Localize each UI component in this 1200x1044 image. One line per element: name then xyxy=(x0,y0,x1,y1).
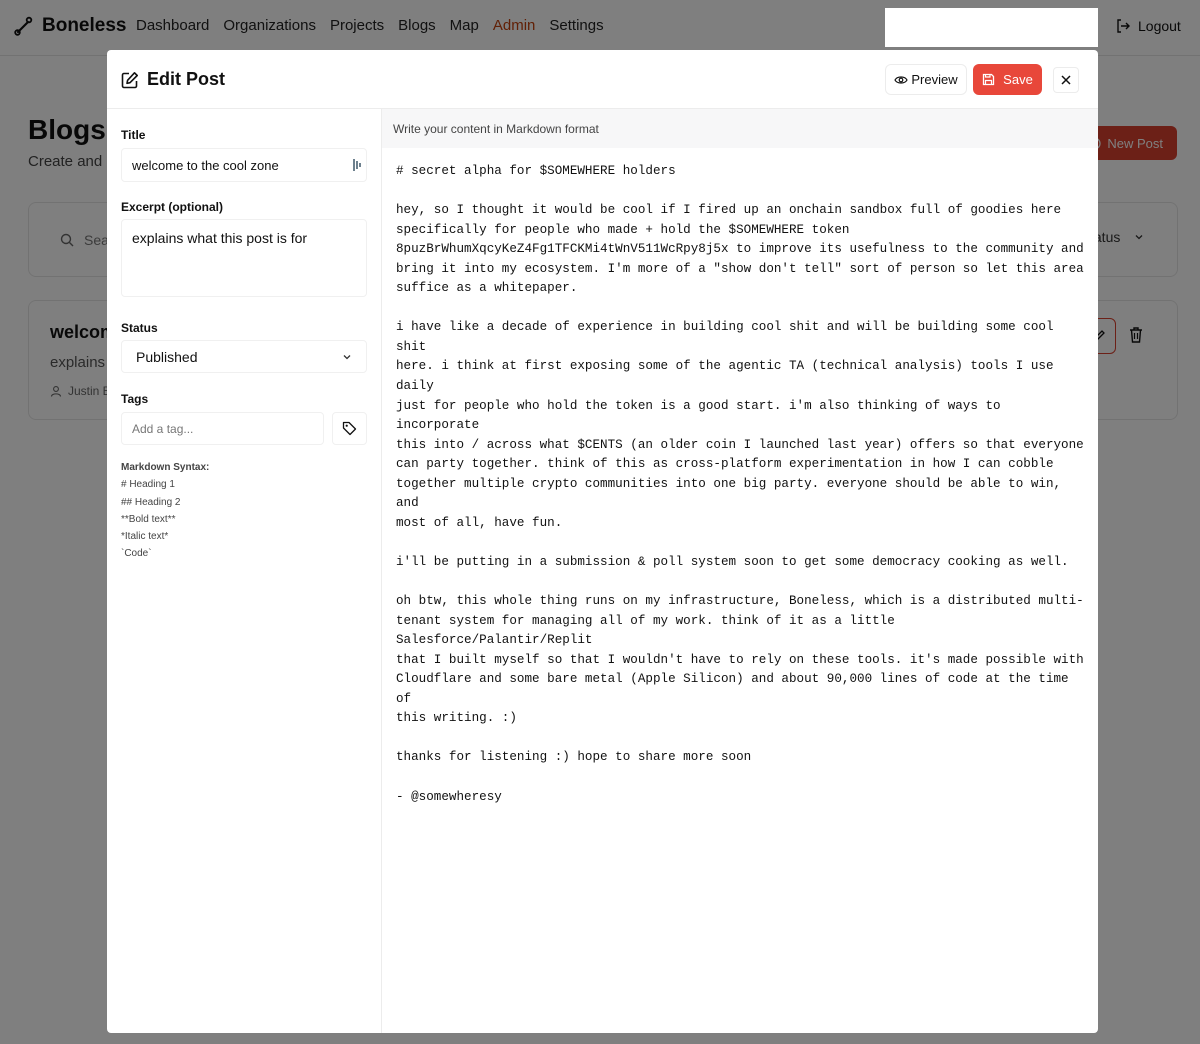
tags-label: Tags xyxy=(121,392,149,406)
markdown-help-heading: Markdown Syntax: xyxy=(121,462,210,473)
excerpt-textarea[interactable]: explains what this post is for xyxy=(121,219,367,297)
modal-title-text: Edit Post xyxy=(147,69,226,89)
markdown-help-h2: ## Heading 2 xyxy=(121,496,181,508)
markdown-help-h1: # Heading 1 xyxy=(121,479,175,491)
tag-input[interactable] xyxy=(121,412,324,445)
eye-icon xyxy=(894,74,908,86)
save-icon xyxy=(982,73,995,86)
status-value: Published xyxy=(136,348,198,365)
markdown-help-code: `Code` xyxy=(121,548,152,560)
nav-search-box[interactable] xyxy=(885,8,1098,47)
markdown-editor[interactable]: # secret alpha for $SOMEWHERE holders hey, so I thought it would be cool if I fired up an onchain sandbox full of goodies here specifically for people who made + hold the $SOMEWHERE token 8puzBrWhumXqcyKeZ4Fg1TFCKMi4tWnV511WcRpy8j5x to improve its usefulness to the community and bring it into my ecosystem. I'm more of a "show don't tell" sort of person so let this area suffice as a whitepaper. i have like a decade of experience in building cool shit and will be building some cool shit here. i think at first exposing some of the agentic TA (technical analysis) tools I use daily just for people who hold the token is a good start. i'm also thinking of ways to incorporate this into / across what $CENTS (an older coin I launched last year) offers so that everyone can party together. think of this as cross-platform experimentation in how I can cobble together multiple crypto communities into one big party. everyone should be able to win, and most of all, have fun. i'll be putting in a submission & poll system soon to get some democracy cooking as well. oh btw, this whole thing runs on my infrastructure, Boneless, which is a distributed multi- tenant system for managing all of my work. think of it as a little Salesforce/Palantir/Replit that I built myself so that I wouldn't have to rely on these tools. it's made possible with Cloudflare and some bare metal (Apple Silicon) and about 90,000 lines of code at the time of this writing. :) thanks for listening :) hope to share more soon - @somewheresy xyxy=(396,164,1084,804)
post-meta-sidebar xyxy=(107,109,382,1033)
close-icon xyxy=(1061,75,1071,85)
modal-title xyxy=(121,69,225,90)
status-label: Status xyxy=(121,321,158,335)
preview-label: Preview xyxy=(911,72,958,87)
save-button[interactable] xyxy=(973,64,1042,95)
autofill-icon[interactable] xyxy=(352,158,362,172)
preview-button[interactable] xyxy=(885,64,967,95)
edit-post-modal xyxy=(107,50,1098,1033)
excerpt-label: Excerpt (optional) xyxy=(121,200,224,214)
add-tag-button[interactable] xyxy=(332,412,367,445)
editor-hint: Write your content in Markdown format xyxy=(393,121,599,136)
markdown-help-bold: **Bold text** xyxy=(121,513,176,525)
modal-header xyxy=(107,50,1098,109)
save-label: Save xyxy=(1003,72,1033,87)
markdown-help-italic: *Italic text* xyxy=(121,531,169,543)
title-label: Title xyxy=(121,128,146,142)
chevron-down-icon xyxy=(342,352,352,362)
editor-hint-bar xyxy=(382,109,1098,148)
tag-icon xyxy=(342,421,357,436)
tag-placeholder: Add a tag... xyxy=(132,421,194,436)
close-button[interactable] xyxy=(1053,67,1079,93)
title-value: welcome to the cool zone xyxy=(132,157,279,173)
markdown-help xyxy=(121,459,209,563)
title-input[interactable] xyxy=(121,148,367,182)
status-select[interactable] xyxy=(121,340,367,373)
edit-square-icon xyxy=(121,71,139,89)
